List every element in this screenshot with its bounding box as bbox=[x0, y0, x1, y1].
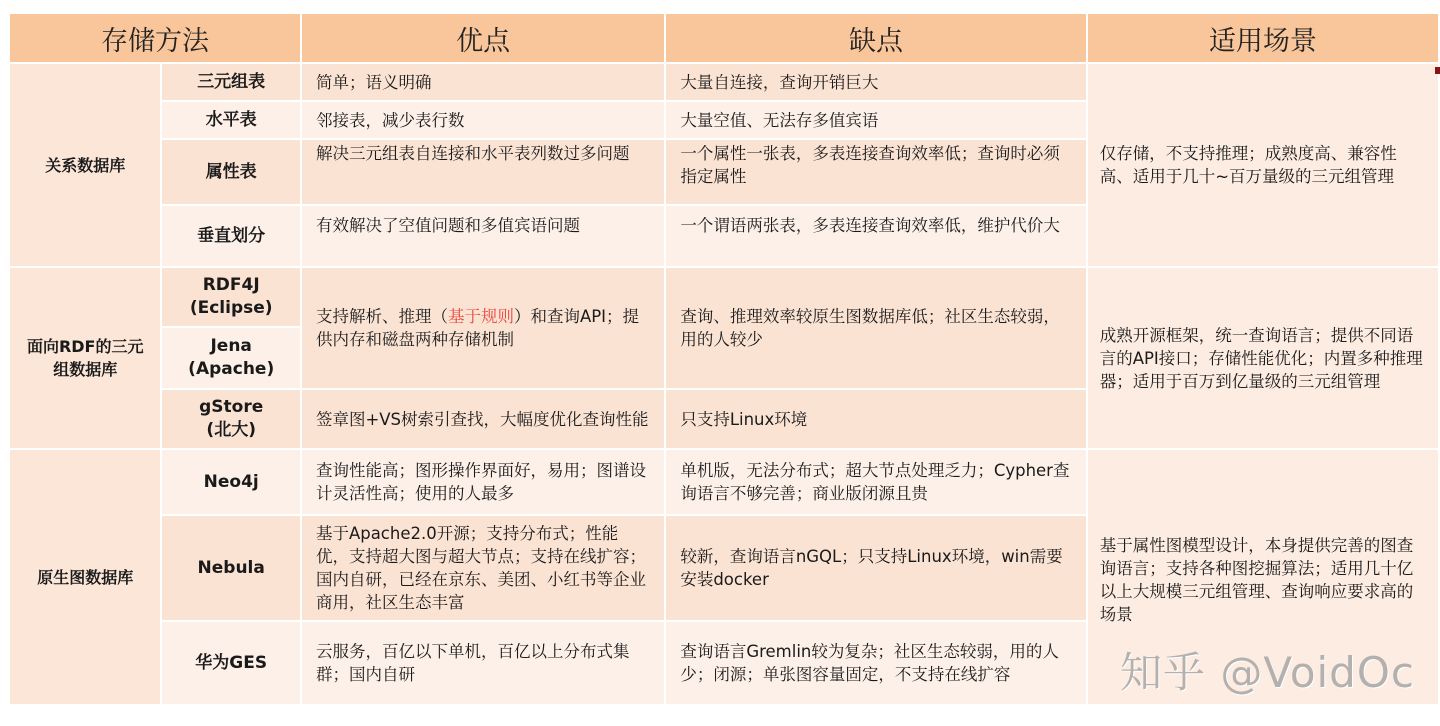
pros-text: 云服务，百亿以下单机，百亿以上分布式集群；国内自研 bbox=[315, 642, 630, 684]
cons-text: 较新，查询语言nGQL；只支持Linux环境，win需要安装docker bbox=[680, 547, 1063, 589]
method-name: 华为GES bbox=[162, 622, 299, 704]
pros-cell bbox=[302, 102, 664, 138]
pros-text: 解决三元组表自连接和水平表列数过多问题 bbox=[315, 144, 630, 163]
scenario-text: 基于属性图模型设计，本身提供完善的图查询语言；支持各种图挖掘算法；适用几十亿以上大规模三元组管理、查询响应要求高的场景 bbox=[1099, 536, 1414, 624]
category-native-graph: 原生图数据库 bbox=[10, 450, 160, 704]
method-name: Neo4j bbox=[162, 450, 299, 514]
cons-cell bbox=[666, 622, 1085, 704]
method-name-line2: (北大) bbox=[206, 420, 256, 440]
pros-text: 查询性能高；图形操作界面好，易用；图谱设计灵活性高；使用的人最多 bbox=[315, 461, 646, 503]
category-rdf: 面向RDF的三元组数据库 bbox=[10, 268, 160, 448]
pros-text: 邻接表，减少表行数 bbox=[315, 110, 465, 130]
pros-cell bbox=[302, 390, 664, 448]
cons-cell bbox=[666, 102, 1085, 138]
header-method: 存储方法 bbox=[10, 14, 300, 62]
pros-text: 基于Apache2.0开源；支持分布式；性能优，支持超大图与超大节点；支持在线扩容；国内自研，已经在京东、美团、小红书等企业商用，社区生态丰富 bbox=[315, 524, 646, 612]
pros-highlight-text: 基于规则 bbox=[447, 307, 514, 326]
cons-text: 一个谓语两张表，多表连接查询效率低，维护代价大 bbox=[680, 216, 1060, 235]
pros-text: ）和查询API；提供内存和磁盘两种存储机制 bbox=[315, 307, 640, 349]
cons-text: 查询、推理效率较原生图数据库低；社区生态较弱，用的人较少 bbox=[680, 307, 1060, 349]
pros-cell-shared bbox=[302, 268, 664, 388]
pros-cell bbox=[302, 622, 664, 704]
cons-text: 只支持Linux环境 bbox=[680, 409, 808, 429]
method-name-line2: (Apache) bbox=[188, 359, 275, 379]
pros-cell bbox=[302, 206, 664, 266]
method-name: 三元组表 bbox=[162, 64, 299, 100]
header-scenario: 适用场景 bbox=[1088, 14, 1438, 62]
cons-text: 单机版，无法分布式；超大节点处理乏力；Cypher查询语言不够完善；商业版闭源且贵 bbox=[680, 461, 1070, 503]
method-name-line1: Jena bbox=[210, 336, 252, 356]
table-row bbox=[10, 64, 1438, 100]
method-name bbox=[162, 268, 299, 326]
pros-text: 简单；语义明确 bbox=[315, 72, 432, 92]
header-row bbox=[10, 14, 1438, 62]
category-relational: 关系数据库 bbox=[10, 64, 160, 266]
cons-text: 大量自连接，查询开销巨大 bbox=[680, 72, 879, 92]
pros-cell bbox=[302, 450, 664, 514]
method-name-line2: (Eclipse) bbox=[189, 298, 273, 318]
method-name: 属性表 bbox=[162, 140, 299, 204]
method-name: Nebula bbox=[162, 516, 299, 620]
cons-cell bbox=[666, 206, 1085, 266]
cons-cell bbox=[666, 450, 1085, 514]
cons-text: 一个属性一张表，多表连接查询效率低；查询时必须指定属性 bbox=[680, 144, 1060, 186]
method-name: 水平表 bbox=[162, 102, 299, 138]
pros-cell bbox=[302, 140, 664, 204]
method-name-line1: RDF4J bbox=[202, 275, 260, 295]
cons-text: 大量空值、无法存多值宾语 bbox=[680, 110, 879, 130]
pros-text: 签章图+VS树索引查找，大幅度优化查询性能 bbox=[315, 409, 649, 429]
cons-cell bbox=[666, 516, 1085, 620]
pros-cell bbox=[302, 516, 664, 620]
storage-comparison-table bbox=[8, 12, 1440, 706]
cons-cell bbox=[666, 140, 1085, 204]
pros-text: 支持解析、推理（ bbox=[315, 307, 448, 326]
scenario-relational: 仅存储，不支持推理；成熟度高、兼容性高、适用于几十~百万量级的三元组管理 bbox=[1088, 64, 1438, 266]
pros-cell bbox=[302, 64, 664, 100]
header-cons: 缺点 bbox=[666, 14, 1085, 62]
slide-edge-marker bbox=[1435, 67, 1440, 74]
method-name bbox=[162, 328, 299, 388]
cons-cell-shared bbox=[666, 268, 1085, 388]
table-row bbox=[10, 268, 1438, 326]
scenario-rdf: 成熟开源框架，统一查询语言；提供不同语言的API接口；存储性能优化；内置多种推理器；适用于百万到亿量级的三元组管理 bbox=[1088, 268, 1438, 448]
method-name bbox=[162, 390, 299, 448]
watermark: 知乎 @VoidOc bbox=[1120, 648, 1415, 697]
pros-text: 有效解决了空值问题和多值宾语问题 bbox=[315, 216, 580, 235]
method-name-line1: gStore bbox=[199, 397, 264, 417]
cons-text: 查询语言Gremlin较为复杂；社区生态较弱，用的人少；闭源；单张图容量固定，不支持在线扩容 bbox=[680, 642, 1059, 684]
cons-cell bbox=[666, 64, 1085, 100]
cons-cell bbox=[666, 390, 1085, 448]
method-name: 垂直划分 bbox=[162, 206, 299, 266]
table-row bbox=[10, 450, 1438, 514]
header-pros: 优点 bbox=[302, 14, 664, 62]
